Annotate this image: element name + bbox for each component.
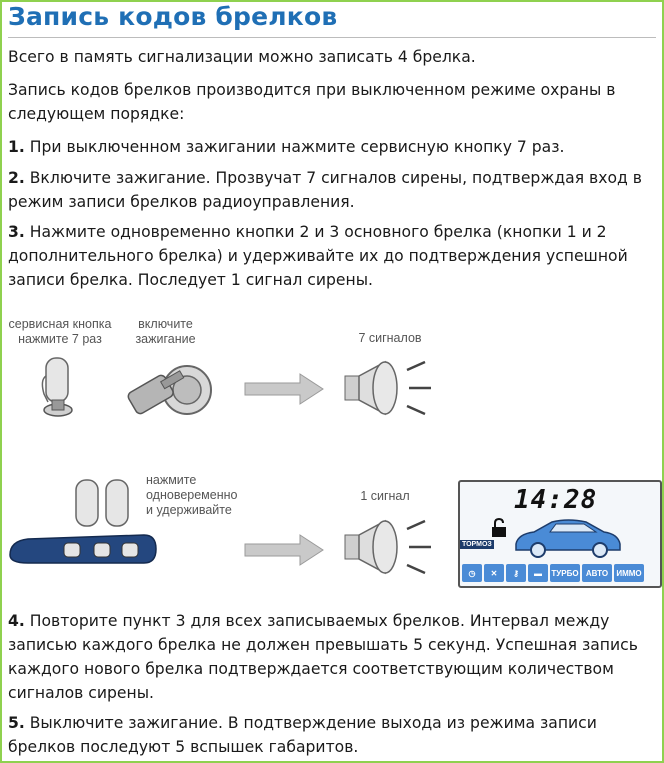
step-4-text: Повторите пункт 3 для всех записываемых брелков. Интервал между записью каждого брелка не должен превышать 5 секунд. Успешная запись каждого нового брелка подтверждается соответствующим количеством сигналов сирены. xyxy=(8,612,638,702)
display-auto: АВТО xyxy=(582,564,612,582)
caption-press-line2: одновеременно xyxy=(146,488,238,502)
page-title: Запись кодов брелков xyxy=(8,2,338,31)
caption-ignition-line1: включите xyxy=(138,317,193,331)
step-3-text: Нажмите одновременно кнопки 2 и 3 основного брелка (кнопки 1 и 2 дополнительного брелка) и удерживайте их до подтверждения успешной записи брелка. Последует 1 сигнал сирены. xyxy=(8,223,628,289)
display-turbo: ТУРБО xyxy=(550,564,580,582)
clock-icon: ◷ xyxy=(462,564,482,582)
display-icon-bar xyxy=(462,564,644,582)
step-4-number: 4. xyxy=(8,612,25,630)
title-divider xyxy=(8,37,656,38)
caption-ignition xyxy=(118,317,213,347)
caption-service-line1: сервисная кнопка xyxy=(8,317,112,331)
tools-icon: ✕ xyxy=(484,564,504,582)
intro-paragraph-1: Всего в память сигнализации можно записать 4 брелка. xyxy=(8,48,476,66)
caption-one-signal: 1 сигнал xyxy=(360,489,410,503)
siren-icon-2 xyxy=(345,519,435,579)
step-2-text: Включите зажигание. Прозвучат 7 сигналов сирены, подтверждая вход в режим записи брелков радиоуправления. xyxy=(8,169,642,211)
caption-service-line2: нажмите 7 раз xyxy=(18,332,102,346)
step-1-number: 1. xyxy=(8,138,25,156)
step-4 xyxy=(8,609,658,705)
caption-press-line1: нажмите xyxy=(146,473,197,487)
ignition-key-icon xyxy=(125,362,215,432)
key-fob-icon xyxy=(8,533,158,567)
arrow-right-icon xyxy=(245,374,325,404)
wrench-icon: ▬ xyxy=(528,564,548,582)
caption-service-button xyxy=(4,317,116,347)
step-5-text: Выключите зажигание. В подтверждение выхода из режима записи брелков последуют 5 вспышек габаритов. xyxy=(8,714,597,756)
step-5-number: 5. xyxy=(8,714,25,732)
step-2-number: 2. xyxy=(8,169,25,187)
intro-paragraph-2: Запись кодов брелков производится при выключенном режиме охраны в следующем порядке: xyxy=(8,81,616,123)
step-3-number: 3. xyxy=(8,223,25,241)
display-immo: ИММО xyxy=(614,564,644,582)
step-1-text: При выключенном зажигании нажмите сервисную кнопку 7 раз. xyxy=(24,138,565,156)
key-icon: ⚷ xyxy=(506,564,526,582)
step-3 xyxy=(8,220,658,292)
finger-press-icon xyxy=(40,356,80,426)
step-2 xyxy=(8,166,658,214)
two-fingers-icon xyxy=(72,478,142,538)
display-time: 14:28 xyxy=(514,485,598,515)
lcd-display xyxy=(458,480,662,588)
step-5 xyxy=(8,711,658,759)
siren-icon xyxy=(345,360,435,420)
caption-seven-signals: 7 сигналов xyxy=(358,331,422,345)
step-1 xyxy=(8,135,658,159)
caption-press-hold xyxy=(146,473,246,518)
caption-press-line3: и удерживайте xyxy=(146,503,232,517)
display-brake-label: ТОРМОЗ xyxy=(462,541,492,548)
arrow-right-icon-2 xyxy=(245,535,325,565)
unlock-icon xyxy=(490,518,510,538)
caption-ignition-line2: зажигание xyxy=(135,332,196,346)
car-icon xyxy=(512,514,622,558)
